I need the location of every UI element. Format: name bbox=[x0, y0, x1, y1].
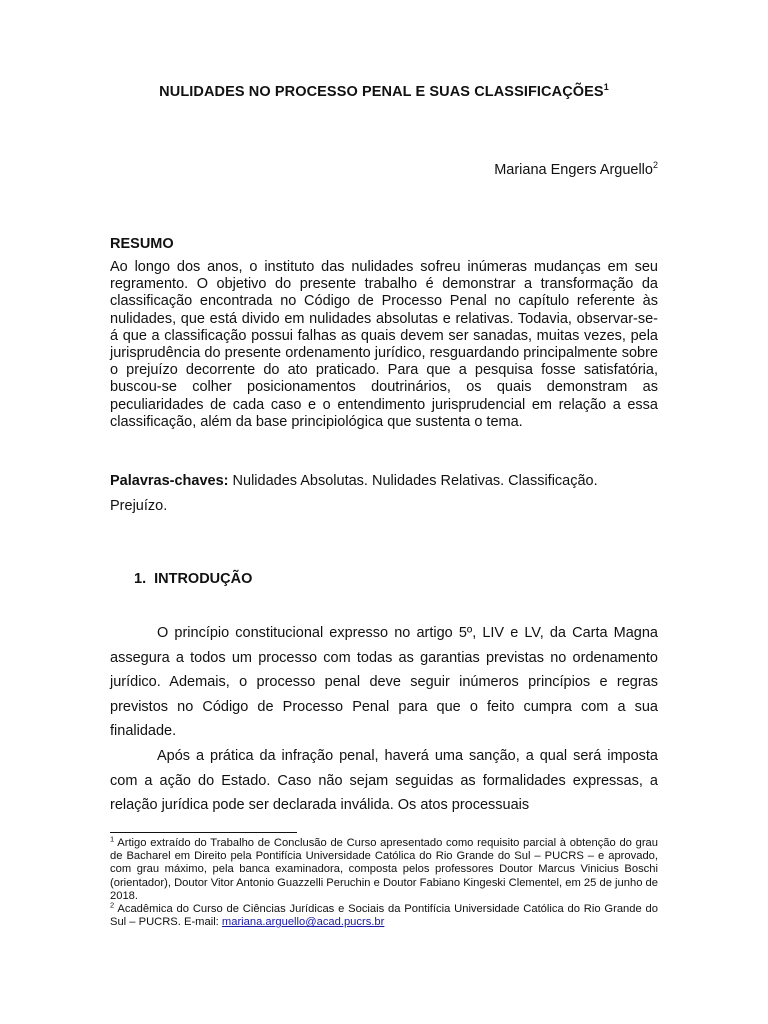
title-footnote-ref: 1 bbox=[603, 82, 609, 93]
footnotes bbox=[110, 834, 658, 929]
keywords-text: Nulidades Absolutas. Nulidades Relativas. Classificação. Prejuízo. bbox=[110, 473, 598, 514]
page-title bbox=[0, 84, 768, 100]
footnote-1-text: Artigo extraído do Trabalho de Conclusão de Curso apresentado como requisito parcial à obtenção do grau de Bacharel em Direito pela Pontifícia Universidade Católica do Rio Grande do Sul – PUCRS – e aprovado, com grau máximo, pela banca examinadora, composta pelos professores Doutor Marcus Vinicius Boschi (orientador), Doutor Vitor Antonio Guazzelli Peruchin e Doutor Fabiano Kingeski Clementel, em 25 de junho de 2018. bbox=[110, 837, 658, 902]
intro-paragraph-1: O princípio constitucional expresso no artigo 5º, LIV e LV, da Carta Magna assegura a todos um processo com todas as garantias previstas no ordenamento jurídico. Ademais, o processo penal deve seguir inúmeros princípios e regras previstos no Código de Processo Penal para que o feito cumpra com a sua finalidade. bbox=[110, 625, 658, 739]
author-email-link[interactable]: mariana.arguello@acad.pucrs.br bbox=[221, 916, 385, 929]
footnote-2 bbox=[110, 900, 658, 929]
section-number: 1. bbox=[134, 571, 147, 587]
author-footnote-ref: 2 bbox=[652, 160, 658, 171]
keywords-label: Palavras-chaves: bbox=[110, 473, 229, 489]
footnote-1-ref: 1 bbox=[110, 834, 115, 844]
keywords-line bbox=[110, 469, 658, 519]
footnote-divider bbox=[110, 832, 297, 833]
title-text: NULIDADES NO PROCESSO PENAL E SUAS CLASSIFICAÇÕES bbox=[159, 84, 604, 100]
author-text: Mariana Engers Arguello bbox=[494, 162, 653, 178]
footnote-1 bbox=[110, 834, 658, 903]
author-name bbox=[494, 162, 658, 178]
intro-paragraph-2: Após a prática da infração penal, haverá uma sanção, a qual será imposta com a ação do Estado. Caso não sejam seguidas as formalidades expressas, a relação jurídica pode ser declarada inválida. Os atos processuais bbox=[110, 748, 658, 813]
abstract-text: Ao longo dos anos, o instituto das nulidades sofreu inúmeras mudanças em seu regramento. O objetivo do presente trabalho é demonstrar a transformação da classificação encontrada no Código de Processo Penal no capítulo referente às nulidades, que está divido em nulidades absolutas e relativas. Todavia, observar-se-á que a classificação possui falhas as quais devem ser sanadas, muitas vezes, pela jurisprudência do presente ordenamento jurídico, resguardando principalmente sobre o prejuízo decorrente do ato praticado. Para que a pesquisa fosse satisfatória, buscou-se colher posicionamentos doutrinários, os quais demonstram as peculiaridades de cada caso e o entendimento jurisprudencial em relação a essa classificação, além da base principiológica que sustenta o tema. bbox=[110, 259, 658, 430]
footnote-2-text: Acadêmica do Curso de Ciências Jurídicas e Sociais da Pontifícia Universidade Católica do Rio Grande do Sul – PUCRS. E-mail: bbox=[110, 903, 658, 929]
abstract-heading: RESUMO bbox=[110, 236, 174, 252]
footnote-2-ref: 2 bbox=[110, 900, 115, 910]
section-title: INTRODUÇÃO bbox=[154, 571, 253, 587]
section-heading-introduction bbox=[134, 571, 252, 587]
